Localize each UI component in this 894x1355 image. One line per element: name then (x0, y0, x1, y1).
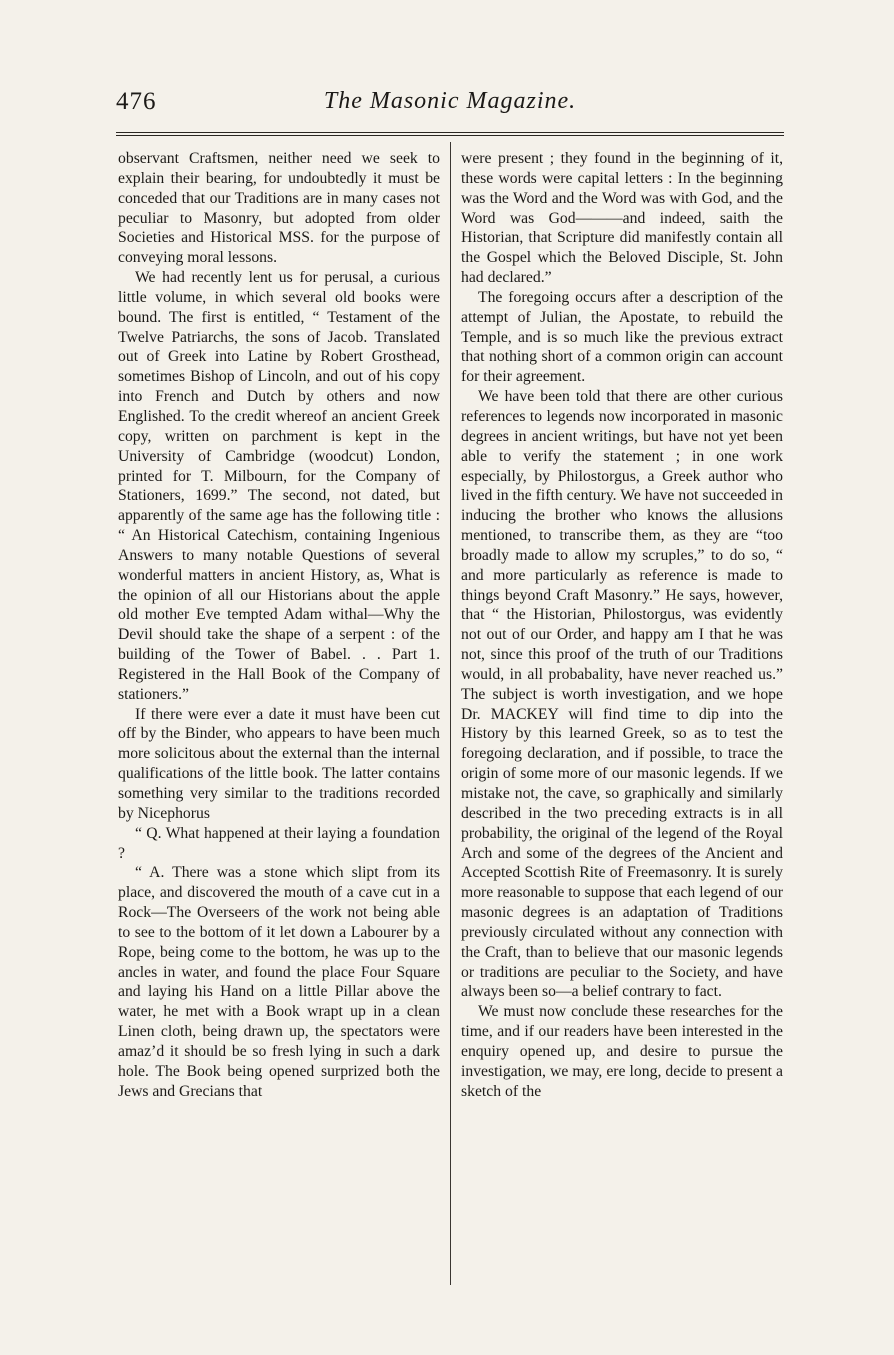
page-number: 476 (116, 88, 157, 115)
paragraph: If there were ever a date it must have been cut off by the Binder, who appears to have been much more solicitous about the external than the internal qualifications of the little book. The latter contains something very similar to the traditions recorded by Nicephorus (118, 705, 440, 822)
answer-paragraph: “ A. There was a stone which slipt from its place, and discovered the mouth of a cave cut in a Rock—The Overseers of the work not being able to see to the bottom of it let down a Labourer by a Rope, being come to the bottom, he was up to the ancles in water, and found the place Four Square and laying his Hand on a little Pillar above the water, he met with a Book wrapt up in a clean Linen cloth, being drawn up, the spectators were amaz’d it should be so fresh lying in such a dark hole. The Book being opened surprized both the Jews and Grecians that (118, 864, 440, 1100)
paragraph: observant Craftsmen, neither need we seek to explain their bearing, for undoubtedly it must be conceded that our Traditions are in many cases not peculiar to Masonry, but adopted from older Societies and Historical MSS. for the purpose of conveying moral lessons. (118, 150, 440, 267)
running-title: The Masonic Magazine. (323, 88, 577, 114)
question-paragraph: “ Q. What happened at their laying a foundation ? (118, 824, 440, 862)
column-divider (450, 142, 451, 1285)
paragraph: The foregoing occurs after a description of the attempt of Julian, the Apostate, to rebuild the Temple, and is so much like the previous extract that nothing short of a common origin can account for their agreement. (461, 288, 783, 386)
paragraph: were present ; they found in the beginning of it, these words were capital letters : In the beginning was the Word and the Word was with God, and the Word was God———and indeed, saith the Historian, that Scripture did manifestly contain all the Gospel which the Beloved Disciple, St. John had declared.” (461, 150, 783, 287)
header-rule-bottom (116, 135, 784, 136)
paragraph: We must now conclude these researches for the time, and if our readers have been interested in the enquiry opened up, and desire to pursue the investigation, we may, ere long, decide to present a sketch of the (461, 1003, 783, 1100)
paragraph: We had recently lent us for perusal, a curious little volume, in which several old books were bound. The first is entitled, “ Testament of the Twelve Patriarchs, the sons of Jacob. Translated out of Greek into Latine by Robert Grosthead, sometimes Bishop of Lincoln, and out of his copy into French and Dutch by others and now Englished. To the credit whereof an ancient Greek copy, written on parchment is kept in the University of Cambridge (woodcut) London, printed for T. Milbourn, for the Company of Stationers, 1699.” The second, not dated, but apparently of the same age has the following title : “ An Historical Catechism, containing Ingenious Answers to many notable Questions of several wonderful matters in ancient History, as, What is the opinion of all our Historians about the apple old mother Eve tempted Adam withal—Why the Devil should take the shape of a serpent : of the building of the Tower of Babel. . . Part 1. Registered in the Hall Book of the Company of stationers.” (118, 269, 440, 703)
paragraph: We have been told that there are other curious references to legends now incorporated in masonic degrees in ancient writings, but have not yet been able to verify the statement ; in one work especially, by Philostorgus, a Greek author who lived in the fifth century. We have not succeeded in inducing the brother who knows the allusions mentioned, to transcribe them, as they are “too broadly made to allow my scruples,” to do so, “ and more particularly as reference is made to things beyond Craft Masonry.” He says, however, that “ the Historian, Philostorgus, was evidently not out of our Order, and happy am I that he was not, since this proof of the truth of our Traditions would, in all probabality, have never reached us.” The subject is worth investigation, and we hope Dr. MACKEY will find time to dip into the History by this learned Greek, so as to test the foregoing declaration, and if possible, to trace the origin of some more of our masonic legends. If we mistake not, the cave, so graphically and similarly described in the two preceding extracts is in all probability, the original of the legend of the Royal Arch and some of the degrees of the Ancient and Accepted Scottish Rite of Freemasonry. It is surely more reasonable to suppose that each legend of our masonic degrees is an adaptation of Traditions previously circulated without any connection with the Craft, than to believe that our masonic legends or traditions are peculiar to the Society, and have always been so—a belief contrary to fact. (461, 388, 783, 1001)
header-rule-top (116, 132, 784, 133)
left-column (118, 149, 440, 1289)
right-column (461, 149, 783, 1289)
page-header (116, 88, 784, 128)
